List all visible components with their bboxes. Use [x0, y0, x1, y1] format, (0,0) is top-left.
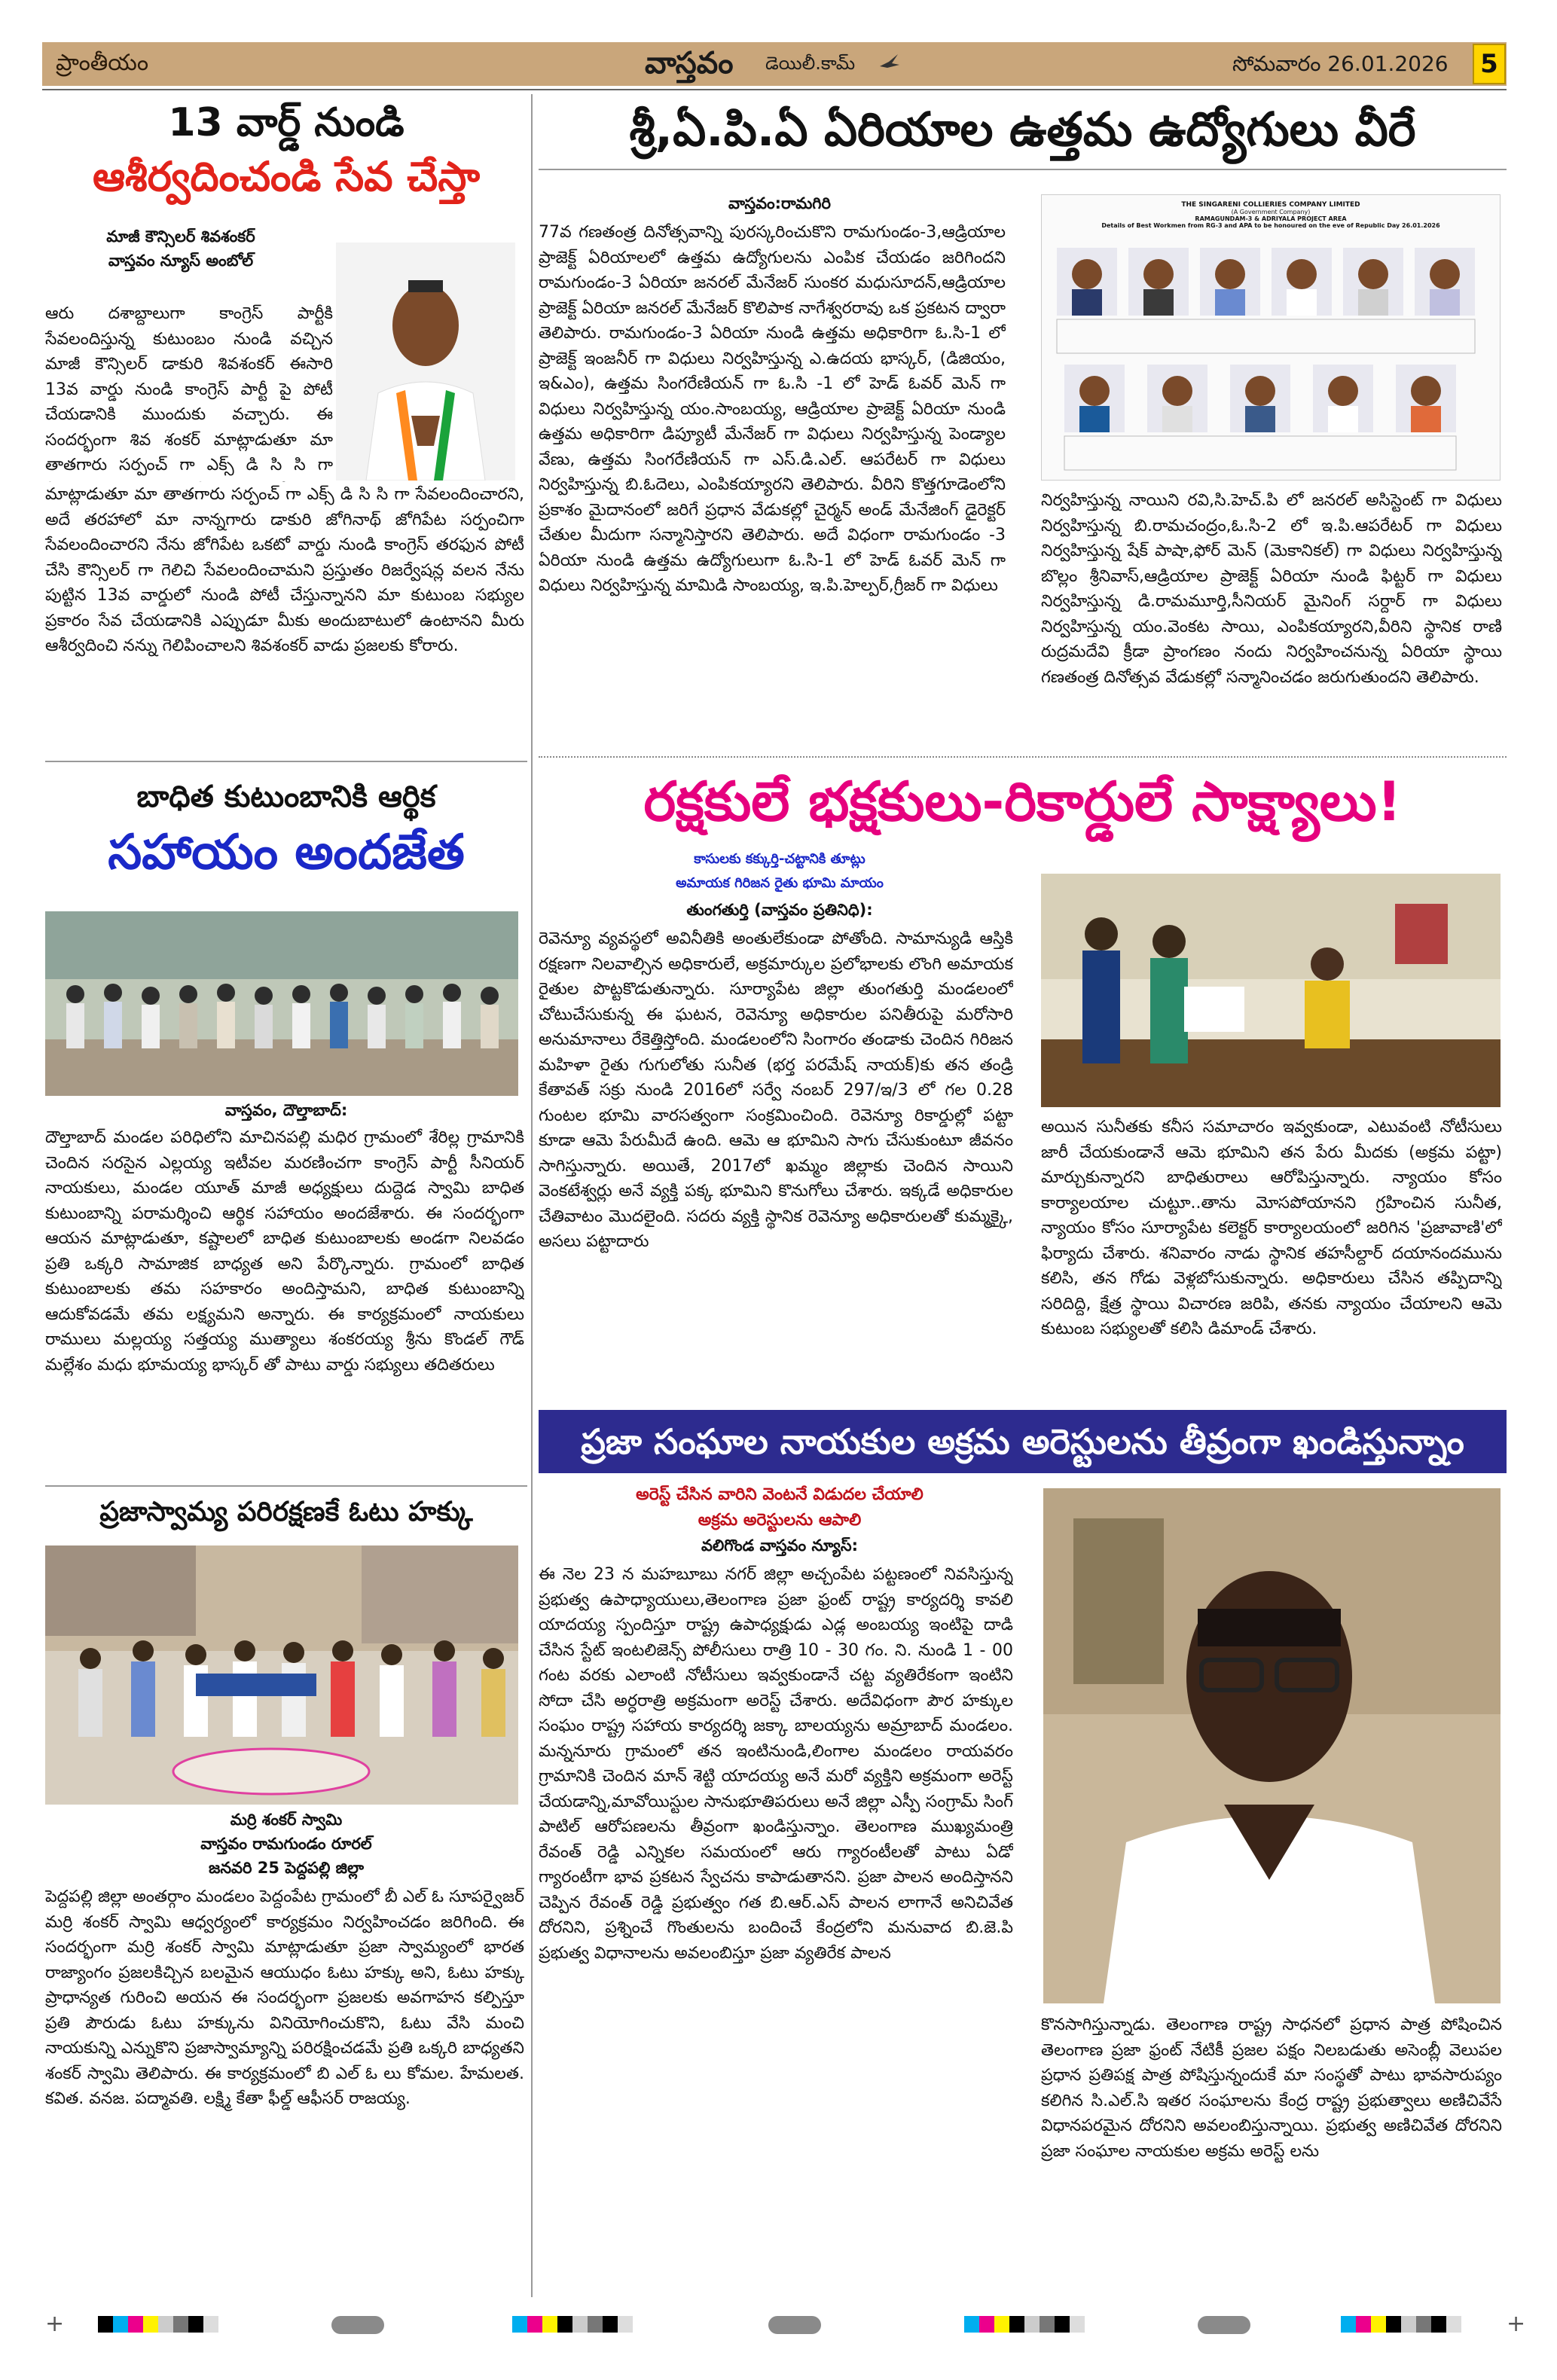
color-bar: [1341, 2316, 1461, 2333]
title-rule: [539, 169, 1507, 170]
issue-date: సోమవారం 26.01.2026: [1232, 51, 1449, 76]
story3-body: పెద్దపల్లి జిల్లా అంతర్గాం మండలం పెద్దంపేట గ్రామంలో బీ ఎల్ ఓ సూపర్వైజర్ మర్రి శంకర్ స్వామి ఆధ్వర్యంలో కార్యక్రమం నిర్వహించడం జరిగింది. ఈ సందర్భంగా మర్రి శంకర్ స్వామి మాట్లాడుతూ ప్రజా స్వామ్యంలో భారత రాజ్యాంగం ప్రజలకిచ్చిన బలమైన ఆయుధం ఓటు హక్కు అని, ఓటు హక్కు ప్రాధాన్యత గురించి అయన ఈ సందర్భంగా ప్రజలకు అవగాహన కల్పిస్తూ ప్రతి పౌరుడు ఓటు హక్కును వినియోగించుకొని, ఓటు వేసి మంచి నాయకున్ని ఎన్నుకొని ప్రజాస్వామ్యాన్ని పరిరక్షించడమే ప్రతి ఒక్కరి బాధ్యతని శంకర్ స్వామి తెలిపారు. ఈ కార్యక్రమంలో బి ఎల్ ఓ లు కోమల. హేమలత. కవిత. వనజ. పద్మావతి. లక్ష్మి కేతా ఫీల్డ్ ఆఫీసర్ రాజయ్య.: [45, 1887, 524, 2108]
doc-header4: Details of Best Workmen from RG-3 and APA to be honoured on the eve of Republic Day 26.01.2026: [1101, 222, 1440, 229]
masthead-logo: వాస్తవం: [645, 45, 734, 81]
bottom-story-banner: ప్రజా సంఘాల నాయకుల అక్రమ అరెస్టులను తీవ్రంగా ఖండిస్తున్నాం: [539, 1410, 1507, 1473]
edition-label: డెయిలీ.కామ్: [765, 53, 856, 74]
registration-mark-icon: +: [45, 2311, 65, 2337]
doc-header2: (A Government Company): [1231, 209, 1311, 215]
story2-title-line1: బాధిత కుటుంబానికి ఆర్థిక: [136, 780, 436, 814]
story1-byline2: వాస్తవం న్యూస్ అంబోల్: [108, 252, 254, 270]
story2-body: దౌల్తాబాద్ మండల పరిధిలోని మాచినపల్లి మధిర గ్రామంలో శేరిల్ల గ్రామానికి చెందిన సరసైన ఎల్లయ్య ఇటీవల మరణించగా కాంగ్రెస్ పార్టీ సీనియర్ నాయకులు, మండల యూత్ మాజీ అధ్యక్షులు దుద్దెడ స్వామి బాధిత కుటుంబాన్ని పరామర్శించి ఆర్థిక సహాయం అందజేశారు. ఈ సందర్భంగా ఆయన మాట్లాడుతూ, కష్టాలలో బాధిత కుటుంబాలకు అండగా నిలవడం ప్రతి ఒక్కరి సామాజిక బాధ్యత అని పేర్కొన్నారు. గ్రామంలో బాధిత కుటుంబాలకు తమ సహకారం అందిస్తామని, బాధిత కుటుంబాన్ని ఆదుకోవడమే తమ లక్ష్యమని అన్నారు. ఈ కార్యక్రమంలో నాయకులు రాములు మల్లయ్య సత్తయ్య ముత్యాలు శంకరయ్య శ్రీను కొండల్ గౌడ్ మల్లేశం మధు భూమయ్య భాస్కర్ తో పాటు వార్డు సభ్యులు తదితరులు: [45, 1128, 524, 1375]
story1-byline1: మాజీ కౌన్సిలర్ శివశంకర్: [106, 227, 255, 246]
section-name: ప్రాంతీయం: [56, 50, 149, 76]
story3-caption: మర్రి శంకర్ స్వామి: [230, 1811, 343, 1829]
mid-story-sub2: అమాయక గిరిజన రైతు భూమి మాయం: [676, 875, 884, 891]
award-document-photo: [1041, 194, 1501, 481]
rally-photo: [45, 1545, 518, 1805]
story-divider: [45, 761, 527, 762]
print-pill: [1198, 2316, 1250, 2334]
story1-body-part1: ఆరు దశాబ్దాలుగా కాంగ్రెస్ పార్టీకి సేవలందిస్తున్న కుటుంబం నుండి వచ్చిన మాజీ కౌన్సిలర్ డాకురి శివశంకర్ ఈసారి 13వ వార్డు నుండి కాంగ్రెస్ పార్టీ పై పోటీ చేయడానికి ముందుకు వచ్చారు. ఈ సందర్భంగా శివ శంకర్ మాట్లాడుతూ మా తాతగారు సర్పంచ్ గా ఎక్స్ డి సి సి గా: [45, 304, 333, 474]
story2-byline: వాస్తవం, దౌల్తాబాద్:: [224, 1101, 348, 1119]
story3-title: ప్రజాస్వామ్య పరిరక్షణకే ఓటు హక్కు: [99, 1497, 473, 1527]
bottom-story-body-right: కొనసాగిస్తున్నాడు. తెలంగాణ రాష్ట్ర సాధనలో ప్రధాన పాత్ర పోషించిన తెలంగాణ ప్రజా ఫ్రంట్ నేటికీ ప్రజల పక్షం నిలబడుతు అసెంబ్లీ వెలుపల ప్రధాన ప్రతిపక్ష పాత్ర పోషిస్తున్నందుకే మా సంస్థతో పాటు భావసారుప్యం కలిగిన సి.ఎల్.సి ఇతర సంఘాలను కేంద్ర రాష్ట్ర ప్రభుత్వాలు అణిచివేసే విధానపరమైన దోరనిని అవలంబిస్తున్నాయి. ప్రభుత్వ అణిచివేత దోరనిని ప్రజా సంఘాల నాయకుల అక్రమ అరెస్ట్ లను: [1041, 2015, 1502, 2161]
bottom-story-byline: వలిగొండ వాస్తవం న్యూస్:: [701, 1536, 859, 1555]
top-story-body-right: నిర్వహిస్తున్న నాయిని రవి,సి.హెచ్.పి లో జనరల్ అసిస్టెంట్ గా విధులు నిర్వహిస్తున్న బి.రామచంద్రం,ఓ.సి-2 లో ఇ.పి.ఆపరేటర్ గా విధులు నిర్వహిస్తున్న షేక్ పాషా,ఫోర్ మెన్ (మెకానికల్) గా విధులు నిర్వహిస్తున్న బొల్లం శ్రీనివాస్,ఆడ్రియాల ప్రాజెక్ట్ ఏరియా నుండి ఫిట్టర్ గా విధులు నిర్వహిస్తున్న డి.రామమూర్తి,సీనియర్ మైనింగ్ సర్దార్ గా విధులు నిర్వహిస్తున్న యం.వెంకట సాయి, ఎంపికయ్యారని,వీరిని స్థానిక రాణి రుద్రమదేవి క్రీడా ప్రాంగణం నందు నిర్వహించనున్న ఏరియా స్థాయి గణతంత్ర దినోత్సవ వేడుకల్లో సన్మానించడం జరుగుతుందని తెలిపారు.: [1041, 491, 1502, 687]
page-header: [42, 42, 1507, 86]
print-pill: [331, 2316, 384, 2334]
group-photo: [45, 911, 518, 1096]
mid-story-sub1: కాసులకు కక్కుర్తి-చట్టానికి తూట్లు: [694, 851, 866, 867]
page-number: 5: [1473, 44, 1506, 84]
bottom-story-sub1: అరెస్ట్ చేసిన వారిని వెంటనే విడుదల చేయాలి: [636, 1485, 924, 1504]
mid-story-title: రక్షకులే భక్షకులు-రికార్డులే సాక్ష్యాలు!: [643, 770, 1402, 833]
story-divider: [539, 756, 1507, 758]
story1-body-part2: [45, 482, 524, 753]
story3-byline1: వాస్తవం రామగుండం రూరల్: [200, 1835, 372, 1853]
top-story-body-left: 77వ గణతంత్ర దినోత్సవాన్ని పురస్కరించుకొని రామగుండం-3,ఆడ్రియాల ప్రాజెక్ట్ ఏరియాలలో ఉత్తమ ఉద్యోగులను ఎంపిక చేయడం జరిగిందని రామగుండం-3 ఏరియా జనరల్ మేనేజర్ సుంకర మధుసూదన్,ఆడ్రియాల ప్రాజెక్ట్ ఏరియా జనరల్ మేనేజర్ కొలిపాక నాగేశ్వరరావు ఒక ప్రకటన ద్వారా తెలిపారు. రామగుండం-3 ఏరియా నుండి ఉత్తమ అధికారిగా ఓ.సి-1 లో ప్రాజెక్ట్ ఇంజనీర్ గా విధులు నిర్వహిస్తున్న ఎ.ఉదయ భాస్కర్, (డిజియం, ఇ&ఎం), ఉత్తమ సింగరేణియన్ గా ఓ.సి -1 లో హెడ్ ఓవర్ మెన్ గా విధులు నిర్వహిస్తున్న యం.సాంబయ్య, ఆడ్రియాల ప్రాజెక్ట్ ఏరియా నుండి ఉత్తమ అధికారిగా డిప్యూటీ మేనేజర్ గా విధులు నిర్వహిస్తున్న పెండ్యాల వేణు, ఉత్తమ సింగరేణియన్ గా ఎస్.డి.ఎల్. ఆపరేటర్ గా విధులు నిర్వహిస్తున్న బి.ఓదెలు, ఎంపికయ్యారని తెలిపారు. వీరిని కొత్తగూడెంలోని ప్రకాశం మైదానంలో జరిగే ప్రధాన వేడుకల్లో చైర్మన్ అండ్ మేనేజింగ్ డైరెక్టర్ చేతుల మీదుగా సన్మానిస్తారని తెలిపారు. అదే విధంగా రామగుండం -3 ఏరియా నుండి ఉత్తమ ఉద్యోగులుగా ఓ.సి-1 లో హెడ్ ఓవర్ మెన్ గా విధులు నిర్వహిస్తున్న మామిడి సాంబయ్య, ఇ.పి.హెల్పర్,గ్రీజర్ గా విధులు: [539, 223, 1006, 595]
leader-portrait-photo: [1043, 1488, 1501, 2003]
column-divider: [531, 94, 533, 2297]
doc-header1: THE SINGARENI COLLIERIES COMPANY LIMITED: [1181, 201, 1360, 209]
mid-story-body-left: రెవెన్యూ వ్యవస్థలో అవినీతికి అంతులేకుండా పోతోంది. సామాన్యుడి ఆస్తికి రక్షణగా నిలవాల్సిన అధికారులే, అక్రమార్కుల ప్రలోభాలకు లొంగి అమాయక రైతుల పొట్టకొడుతున్నారు. సూర్యాపేట జిల్లా తుంగతుర్తి మండలంలో చోటుచేసుకున్న ఈ ఘటన, రెవెన్యూ అధికారుల పనితీరుపై మరోసారి అనుమానాలు రేకెత్తిస్తోంది. మండలంలోని సింగారం తండాకు చెందిన గిరిజన మహిళా రైతు గుగులోతు సునీత (భర్త పరమేష్ నాయక్)కు తన తండ్రి కేతావత్ సక్రు నుండి 2016లో సర్వే నంబర్ 297/ఇ/3 లో గల 0.28 గుంటల భూమి వారసత్వంగా సంక్రమించింది. రెవెన్యూ రికార్డుల్లో పట్టా కూడా ఆమె పేరుమీదే ఉంది. ఆమె ఆ భూమిని సాగు చేసుకుంటూ జీవనం సాగిస్తున్నారు. అయితే, 2017లో ఖమ్మం జిల్లాకు చెందిన సాయిని వెంకటేశ్వర్లు అనే వ్యక్తి పక్క భూమిని కొనుగోలు చేశారు. ఇక్కడే అధికారుల చేతివాటం మొదలైంది. సదరు వ్యక్తి స్థానిక రెవెన్యూ అధికారులతో కుమ్మక్కై, అసలు పట్టాదారు: [539, 929, 1013, 1251]
story3-byline2: జనవరి 25 పెద్దపల్లి జిల్లా: [208, 1859, 365, 1877]
registration-mark-icon: +: [1507, 2311, 1526, 2337]
bottom-story-sub2: అక్రమ అరెస్టులను ఆపాలి: [698, 1511, 862, 1530]
mid-story-body-right: అయిన సునీతకు కనీస సమాచారం ఇవ్వకుండా, ఎటువంటి నోటీసులు జారీ చేయకుండానే ఆమె భూమిని తన పేరు మీదకు (అక్రమ పట్టా) మార్చుకున్నారని బాధితురాలు ఆరోపిస్తున్నారు. న్యాయం కోసం కార్యాలయాల చుట్టూ..తాను మోసపోయానని గ్రహించిన సునీత, న్యాయం కోసం సూర్యాపేట కలెక్టర్ కార్యాలయంలో జరిగిన 'ప్రజావాణి'లో ఫిర్యాదు చేశారు. శనివారం నాడు స్థానిక తహసీల్దార్ దయానందమును కలిసి, తన గోడు వెళ్లబోసుకున్నారు. అధికారులు చేసిన తప్పిదాన్ని సరిదిద్ది, క్షేత్ర స్థాయి విచారణ జరిపి, తనకు న్యాయం చేయాలని ఆమె కుటుంబ సభ్యులతో కలిసి డిమాండ్ చేశారు.: [1041, 1118, 1502, 1338]
top-story-title: శ్రీ,ఏ.పి.ఏ ఏరియాల ఉత్తమ ఉద్యోగులు వీరే: [629, 102, 1416, 157]
office-photo: [1041, 874, 1501, 1107]
color-bar: [964, 2316, 1085, 2333]
bird-icon: [878, 51, 901, 74]
bottom-story-body-left: ఈ నెల 23 న మహబూబు నగర్ జిల్లా అచ్చంపేట పట్టణంలో నివసిస్తున్న ప్రభుత్వ ఉపాధ్యాయులు,తెలంగాణ ప్రజా ఫ్రంట్ రాష్ట్ర కార్యదర్శి కావలి యాదయ్య స్పందిస్తూ రాష్ట్ర ఉపాధ్యక్షుడు ఎడ్ల అంబయ్య ఇంటిపై దాడి చేసిన స్టేట్ ఇంటలిజెన్స్ పోలీసులు రాత్రి 10 - 30 గం. ని. నుండి 1 - 00 గంట వరకు ఎలాంటి నోటీసులు ఇవ్వకుండానే చట్ట వ్యతిరేకంగా ఇంటిని సోదా చేసి అర్ధరాత్రి అక్రమంగా అరెస్ట్ చేశారు. అదేవిధంగా పౌర హక్కుల సంఘం రాష్ట్ర సహాయ కార్యదర్శి జక్కా బాలయ్యను అమ్రాబాద్ మండలం. మన్ననూరు గ్రామంలో తన ఇంటినుండి,లింగాల మండలం రాయవరం గ్రామానికి చెందిన మాన్ శెట్టి యాదయ్య అనే మరో వ్యక్తిని అక్రమంగా అరెస్ట్ చేయడాన్ని,మావోయిస్టుల సానుభూతిపరులు అనే జిల్లా ఎస్పీ సంగ్రామ్ సింగ్ పాటిల్ ఆరోపణలను తీవ్రంగా ఖండిస్తున్నాం. తెలంగాణ ముఖ్యమంత్రి రేవంత్ రెడ్డి ఎన్నికల సమయంలో ఆరు గ్యారంటీలతో పాటు ఏడో గ్యారంటీగా భావ ప్రకటన స్వేచను కాపాడుతానని. ప్రజా పాలన అందిస్తానని చెప్పిన రేవంత్ రెడ్డి ప్రభుత్వం గత బి.ఆర్.ఎస్ పాలన లాగానే అనిచివేత దోరనిని, ప్రశ్నించే గొంతులను బందించే కేంద్రలోని మనువాద బి.జె.పి ప్రభుత్వ విధానాలను అవలంబిస్తూ ప్రజా వ్యతిరేక పాలన: [539, 1565, 1013, 1963]
story1-body-continued: మాట్లాడుతూ మా తాతగారు సర్పంచ్ గా ఎక్స్ డి సి సి గా సేవలందించారని, అదే తరహాలో మా నాన్నగారు డాకురి జోగినాథ్ జోగిపేట సర్పంచిగా సేవలందించారని నేను జోగిపేట ఒకటో వార్డు నుండి కాంగ్రెస్ తరఫున పోటీ చేసి కౌన్సిలర్ గా గెలిచి సేవలందించామని ప్రస్తుతం రిజర్వేషన్ల వలన నేను పుట్టిన 13వ వార్డులో నుండి పోటీ చేస్తున్నానని మా కుటుంబ సభ్యుల ప్రకారం సేవ చేయడానికి ఎప్పుడూ మీకు అందుబాటులో ఉంటానని మీరు ఆశీర్వదించి నన్ను గెలిపించాలని శివశంకర్ వాడు ప్రజలకు కోరారు.: [45, 485, 524, 655]
print-pill: [768, 2316, 821, 2334]
story2-title-line2: సహాయం అందజేత: [108, 825, 465, 880]
mid-story-byline: తుంగతుర్తి (వాస్తవం ప్రతినిధి):: [686, 901, 873, 919]
color-bar: [98, 2316, 218, 2333]
portrait-photo: [336, 243, 515, 481]
top-story-byline: వాస్తవం:రామగిరి: [728, 194, 831, 212]
color-bar: [512, 2316, 633, 2333]
header-rule: [42, 89, 1507, 90]
doc-header3: RAMAGUNDAM-3 & ADRIYALA PROJECT AREA: [1195, 215, 1347, 222]
story1-title-line2: ఆశీర్వదించండి సేవ చేస్తా: [92, 153, 481, 200]
story1-title-line1: 13 వార్డ్ నుండి: [168, 100, 405, 145]
story-divider: [45, 1485, 527, 1487]
